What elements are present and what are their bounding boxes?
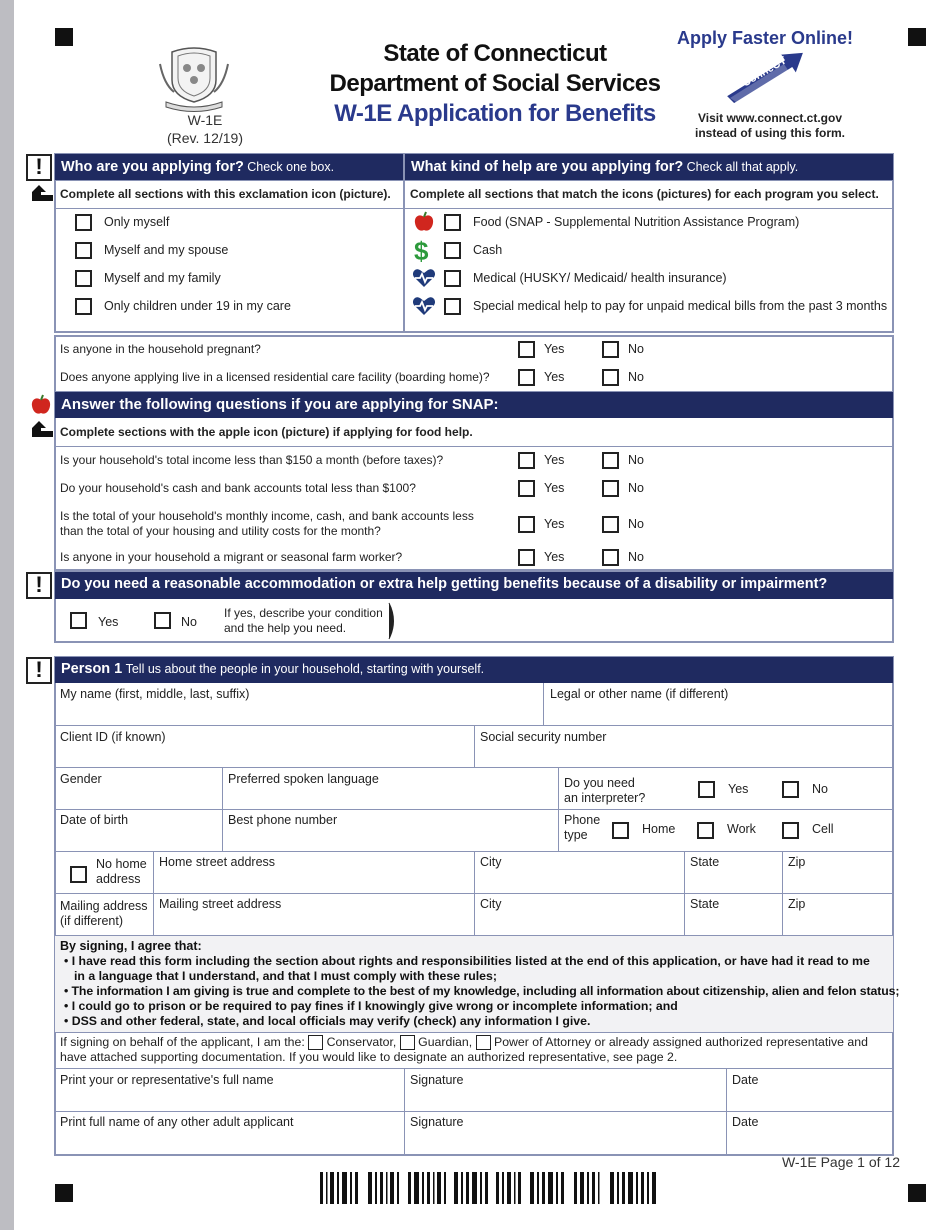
pregnant-yes-checkbox[interactable] xyxy=(518,341,535,358)
language-field[interactable] xyxy=(224,769,556,809)
yes-label: Yes xyxy=(544,342,565,356)
divider xyxy=(55,1068,893,1069)
form-id: W-1E xyxy=(187,112,223,128)
divider xyxy=(55,767,893,768)
snap-cash-no-checkbox[interactable] xyxy=(602,480,619,497)
no-label: No xyxy=(628,370,644,384)
phone-work-checkbox[interactable] xyxy=(697,822,714,839)
accommodation-describe-line2: and the help you need. xyxy=(224,621,347,635)
who-heading: Who are you applying for? Check one box. xyxy=(55,154,403,180)
mailing-city-field[interactable] xyxy=(476,895,682,934)
home-zip-field-label: Zip xyxy=(788,855,806,869)
myself-family-checkbox[interactable] xyxy=(75,270,92,287)
yes-label: Yes xyxy=(544,481,565,495)
apple-icon xyxy=(413,211,435,236)
other-signature-field-label: Signature xyxy=(410,1115,464,1129)
snap-heading: Answer the following questions if you are applying for SNAP: xyxy=(55,392,893,418)
agreement-bullet-1b: in a language that I understand, and that I must comply with these rules; xyxy=(74,969,497,983)
registration-mark xyxy=(55,1184,73,1202)
interpreter-no-checkbox[interactable] xyxy=(782,781,799,798)
home-street-field-label: Home street address xyxy=(159,855,276,869)
children-checkbox[interactable] xyxy=(75,298,92,315)
mailing-city-field-label: City xyxy=(480,897,502,911)
divider xyxy=(55,893,893,894)
divider xyxy=(543,683,544,725)
no-label: No xyxy=(628,453,644,467)
phone-field[interactable] xyxy=(224,811,556,850)
print-name-field-label: Print your or representative's full name xyxy=(60,1073,274,1087)
medical-label: Medical (HUSKY/ Medicaid/ health insurance) xyxy=(473,271,727,285)
behalf-line: If signing on behalf of the applicant, I am the: Conservator, Guardian, Power of Attorney or already assigned authorized representative and xyxy=(60,1035,868,1049)
mailing-state-field[interactable] xyxy=(686,895,780,934)
pregnant-question: Is anyone in the household pregnant? xyxy=(60,342,261,356)
snap-migrant-no-checkbox[interactable] xyxy=(602,549,619,566)
ssn-field-label: Social security number xyxy=(480,730,607,744)
snap-housing-yes-checkbox[interactable] xyxy=(518,516,535,533)
accommodation-heading: Do you need a reasonable accommodation or extra help getting benefits because of a disability or impairment? xyxy=(55,572,893,599)
other-date-field-label: Date xyxy=(732,1115,759,1129)
dob-field[interactable] xyxy=(56,811,220,850)
divider xyxy=(55,809,893,810)
print-other-field-label: Print full name of any other adult applicant xyxy=(60,1115,294,1129)
cash-label: Cash xyxy=(473,243,503,257)
snap-cash-question: Do your household's cash and bank accounts total less than $100? xyxy=(60,481,416,495)
mailing-zip-field[interactable] xyxy=(784,895,891,934)
gender-field-label: Gender xyxy=(60,772,102,786)
arrow-icon xyxy=(30,184,54,205)
poa-checkbox[interactable] xyxy=(476,1035,491,1050)
cash-icon: $ xyxy=(414,236,429,266)
agency-state: State of Connecticut xyxy=(383,40,607,67)
apple-icon xyxy=(30,394,52,419)
other-name-field-label: Legal or other name (if different) xyxy=(550,687,729,701)
gender-field[interactable] xyxy=(56,769,220,809)
yes-label: Yes xyxy=(544,550,565,564)
date-field-label: Date xyxy=(732,1073,759,1087)
yes-label: Yes xyxy=(728,782,749,796)
other-name-field[interactable] xyxy=(545,684,891,724)
no-home-label-line1: No home xyxy=(96,857,147,871)
agreement-bullet-1a: • I have read this form including the section about rights and responsibilities listed at the end of this application, or have had it read to me xyxy=(64,954,870,968)
mailing-label-line1: Mailing address xyxy=(60,899,148,913)
form-revision: (Rev. 12/19) xyxy=(167,130,243,146)
no-label: No xyxy=(181,615,197,629)
registration-mark xyxy=(908,1184,926,1202)
home-city-field[interactable] xyxy=(476,853,682,893)
home-zip-field[interactable] xyxy=(784,853,891,893)
mailing-street-field[interactable] xyxy=(155,895,472,934)
name-field-label: My name (first, middle, last, suffix) xyxy=(60,687,250,701)
medical-heart-icon xyxy=(412,268,436,291)
visit-instead: instead of using this form. xyxy=(694,126,845,140)
visit-website[interactable]: Visit www.connect.ct.gov xyxy=(697,111,843,125)
no-label: No xyxy=(628,550,644,564)
phone-home-label: Home xyxy=(642,822,676,836)
arrow-icon xyxy=(30,420,54,441)
date-field[interactable] xyxy=(728,1070,891,1110)
name-field[interactable] xyxy=(56,684,542,724)
snap-income-question: Is your household's total income less than $150 a month (before taxes)? xyxy=(60,453,444,467)
page-title: W-1E Application for Benefits xyxy=(334,100,656,127)
who-instruction: Complete all sections with this exclamation icon (picture). xyxy=(60,187,391,201)
snap-housing-question-line1: Is the total of your household's monthly income, cash, and bank accounts less xyxy=(60,509,474,523)
signature-field-label: Signature xyxy=(410,1073,464,1087)
mailing-state-field-label: State xyxy=(690,897,720,911)
phone-type-label-line1: Phone xyxy=(564,813,601,827)
divider xyxy=(55,180,893,181)
state-seal-icon xyxy=(152,44,236,112)
mailing-zip-field-label: Zip xyxy=(788,897,806,911)
exclamation-icon: ! xyxy=(26,572,52,599)
other-date-field[interactable] xyxy=(728,1113,891,1153)
snap-instruction: Complete sections with the apple icon (picture) if applying for food help. xyxy=(60,425,473,439)
accommodation-describe-line1: If yes, describe your condition xyxy=(224,606,383,620)
home-city-field-label: City xyxy=(480,855,502,869)
snap-migrant-yes-checkbox[interactable] xyxy=(518,549,535,566)
divider xyxy=(55,1032,893,1033)
no-home-label-line2: address xyxy=(96,872,141,886)
medical-checkbox[interactable] xyxy=(444,270,461,287)
no-label: No xyxy=(812,782,828,796)
divider xyxy=(474,725,475,767)
interpreter-label-line2: an interpreter? xyxy=(564,791,646,805)
agency-department: Department of Social Services xyxy=(329,70,661,97)
help-instruction: Complete all sections that match the icons (pictures) for each program you select. xyxy=(410,187,879,201)
food-checkbox[interactable] xyxy=(444,214,461,231)
help-heading: What kind of help are you applying for? Check all that apply. xyxy=(405,154,893,180)
facility-yes-checkbox[interactable] xyxy=(518,369,535,386)
interpreter-label-line1: Do you need xyxy=(564,776,635,790)
snap-migrant-question: Is anyone in your household a migrant or seasonal farm worker? xyxy=(60,550,403,564)
phone-field-label: Best phone number xyxy=(228,813,338,827)
conservator-checkbox[interactable] xyxy=(308,1035,323,1050)
behalf-line-2: have attached supporting documentation. If you would like to designate an authorized representative, see page 2. xyxy=(60,1050,678,1064)
client-id-field-label: Client ID (if known) xyxy=(60,730,166,744)
pointer-arrow-icon xyxy=(388,602,398,643)
accommodation-description-input[interactable] xyxy=(398,601,892,641)
divider xyxy=(55,446,893,447)
other-signature-field[interactable] xyxy=(406,1113,724,1153)
agreement-bullet-4: • DSS and other federal, state, and local officials may verify (check) any information I give. xyxy=(64,1014,591,1028)
person1-heading: Person 1 Tell us about the people in your household, starting with yourself. xyxy=(55,657,893,683)
connect-logo xyxy=(722,52,806,108)
accommodation-no-checkbox[interactable] xyxy=(154,612,171,629)
mailing-label-line2: (if different) xyxy=(60,914,123,928)
home-state-field-label: State xyxy=(690,855,720,869)
cash-checkbox[interactable] xyxy=(444,242,461,259)
facility-question: Does anyone applying live in a licensed residential care facility (boarding home)? xyxy=(60,370,490,384)
mailing-street-field-label: Mailing street address xyxy=(159,897,282,911)
agreement-bullet-3: • I could go to prison or be required to pay fines if I knowingly give wrong or incomplete information; and xyxy=(64,999,678,1013)
pregnant-no-checkbox[interactable] xyxy=(602,341,619,358)
divider xyxy=(55,1111,893,1112)
food-label: Food (SNAP - Supplemental Nutrition Assistance Program) xyxy=(473,215,800,229)
phone-home-checkbox[interactable] xyxy=(612,822,629,839)
registration-mark xyxy=(55,28,73,46)
home-state-field[interactable] xyxy=(686,853,780,893)
yes-label: Yes xyxy=(544,370,565,384)
accommodation-yes-checkbox[interactable] xyxy=(70,612,87,629)
special-medical-checkbox[interactable] xyxy=(444,298,461,315)
phone-type-label-line2: type xyxy=(564,828,588,842)
snap-cash-yes-checkbox[interactable] xyxy=(518,480,535,497)
interpreter-yes-checkbox[interactable] xyxy=(698,781,715,798)
myself-spouse-label: Myself and my spouse xyxy=(104,243,229,257)
home-street-field[interactable] xyxy=(155,853,472,893)
barcode xyxy=(320,1172,660,1204)
guardian-checkbox[interactable] xyxy=(400,1035,415,1050)
snap-housing-no-checkbox[interactable] xyxy=(602,516,619,533)
print-other-field[interactable] xyxy=(56,1113,402,1153)
language-field-label: Preferred spoken language xyxy=(228,772,379,786)
snap-housing-question-line2: than the total of your housing and utility costs for the month? xyxy=(60,524,381,538)
signature-field[interactable] xyxy=(406,1070,724,1110)
yes-label: Yes xyxy=(98,615,119,629)
no-label: No xyxy=(628,481,644,495)
agreement-bullet-2: • The information I am giving is true and complete to the best of my knowledge, including all information about citizenship, alien and felon status; xyxy=(64,984,900,998)
yes-label: Yes xyxy=(544,517,565,531)
myself-spouse-checkbox[interactable] xyxy=(75,242,92,259)
page-side-bar xyxy=(0,0,14,1230)
myself-family-label: Myself and my family xyxy=(104,271,221,285)
yes-label: Yes xyxy=(544,453,565,467)
apply-online-heading: Apply Faster Online! xyxy=(676,28,854,48)
page-number: W-1E Page 1 of 12 xyxy=(781,1154,900,1170)
ssn-field[interactable] xyxy=(476,727,891,767)
snap-income-no-checkbox[interactable] xyxy=(602,452,619,469)
registration-mark xyxy=(908,28,926,46)
dob-field-label: Date of birth xyxy=(60,813,129,827)
connect-logo-text: ConneCT xyxy=(740,54,789,90)
phone-work-label: Work xyxy=(727,822,756,836)
no-label: No xyxy=(628,517,644,531)
only-myself-checkbox[interactable] xyxy=(75,214,92,231)
agreement-heading: By signing, I agree that: xyxy=(60,939,202,953)
children-label: Only children under 19 in my care xyxy=(104,299,291,313)
snap-income-yes-checkbox[interactable] xyxy=(518,452,535,469)
facility-no-checkbox[interactable] xyxy=(602,369,619,386)
phone-cell-label: Cell xyxy=(812,822,834,836)
client-id-field[interactable] xyxy=(56,727,472,767)
print-name-field[interactable] xyxy=(56,1070,402,1110)
only-myself-label: Only myself xyxy=(104,215,170,229)
exclamation-icon: ! xyxy=(26,154,52,181)
divider xyxy=(55,208,893,209)
exclamation-icon: ! xyxy=(26,657,52,684)
no-home-address-checkbox[interactable] xyxy=(70,866,87,883)
special-medical-label: Special medical help to pay for unpaid medical bills from the past 3 months xyxy=(473,299,888,313)
phone-cell-checkbox[interactable] xyxy=(782,822,799,839)
special-medical-heart-icon xyxy=(412,296,436,319)
no-label: No xyxy=(628,342,644,356)
